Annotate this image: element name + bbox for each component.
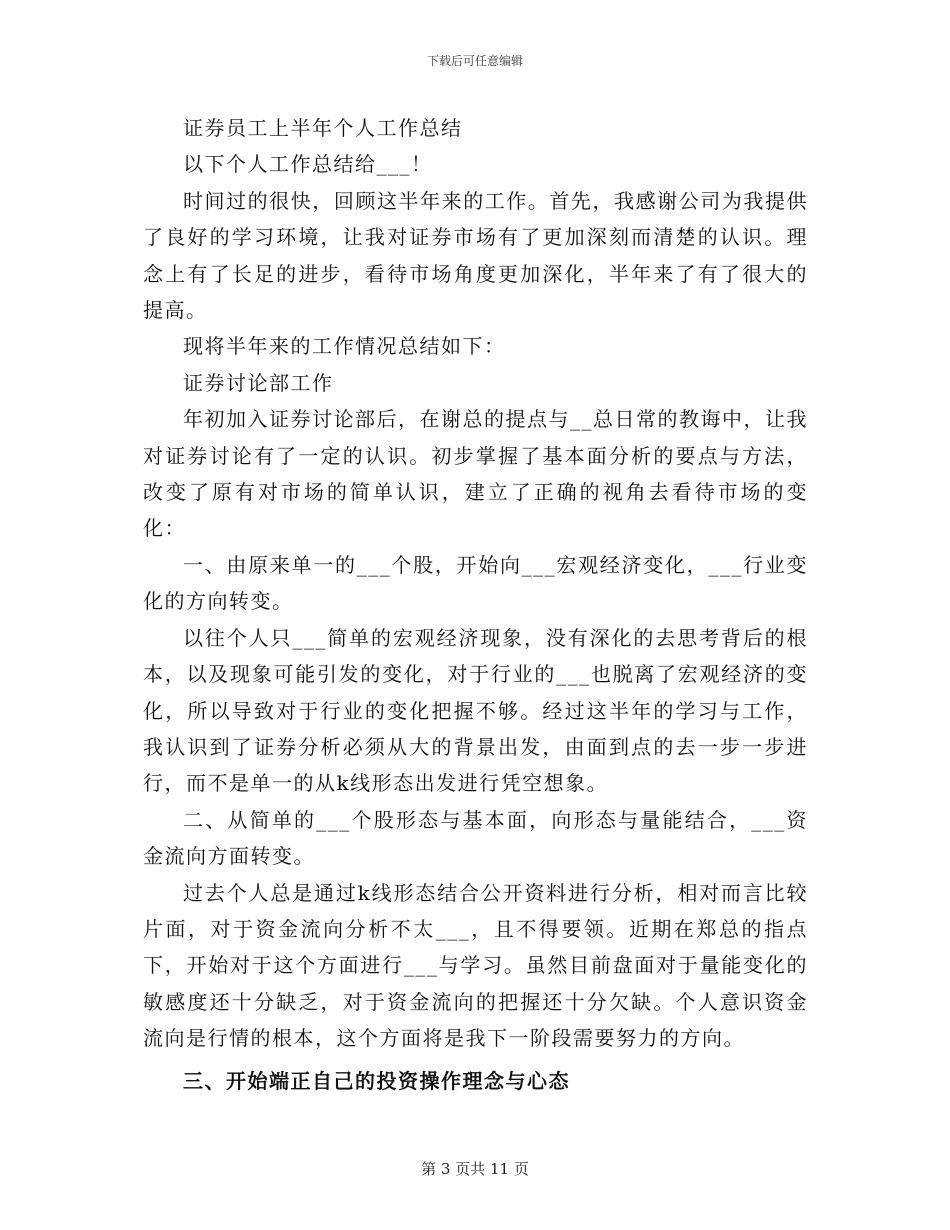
paragraph: 时间过的很快，回顾这半年来的工作。首先，我感谢公司为我提供了良好的学习环境，让我对证券市场有了更加深刻而清楚的认识。理念上有了长足的进步，看待市场角度更加深化，半年来了有了很大的提高。: [143, 188, 808, 323]
paragraph: 过去个人总是通过k线形态结合公开资料进行分析，相对而言比较片面，对于资金流向分析不太___，且不得要领。近期在郑总的指点下，开始对于这个方面进行___与学习。虽然目前盘面对于量能变化的敏感度还十分缺乏，对于资金流向的把握还十分欠缺。个人意识资金流向是行情的根本，这个方面将是我下一阶段需要努力的方向。: [143, 880, 808, 1051]
paragraph: 一、由原来单一的___个股，开始向___宏观经济变化，___行业变化的方向转变。: [143, 552, 808, 614]
page-header: 下载后可任意编辑: [426, 54, 523, 68]
paragraph: 以往个人只___简单的宏观经济现象，没有深化的去思考背后的根本，以及现象可能引发的变化，对于行业的___也脱离了宏观经济的变化，所以导致对于行业的变化把握不够。经过这半年的学习与工作，我认识到了证券分析必须从大的背景出发，由面到点的去一步一步进行，而不是单一的从k线形态出发进行凭空想象。: [143, 625, 808, 796]
document-body: [143, 110, 808, 1099]
paragraph: 二、从简单的___个股形态与基本面，向形态与量能结合，___资金流向方面转变。: [143, 807, 808, 869]
paragraph: 以下个人工作总结给___！: [183, 152, 433, 177]
document-title: 证券员工上半年个人工作总结: [183, 116, 463, 140]
paragraph: 年初加入证券讨论部后，在谢总的提点与__总日常的教诲中，让我对证券讨论有了一定的认识。初步掌握了基本面分析的要点与方法，改变了原有对市场的简单认识，建立了正确的视角去看待市场的变化：: [143, 407, 808, 541]
paragraph: 现将半年来的工作情况总结如下：: [183, 334, 506, 359]
page-footer: 第 3 页共 11 页: [421, 1160, 529, 1178]
section-heading: 三、开始端正自己的投资操作理念与心态: [183, 1068, 570, 1093]
section-title: 证券讨论部工作: [183, 370, 334, 395]
